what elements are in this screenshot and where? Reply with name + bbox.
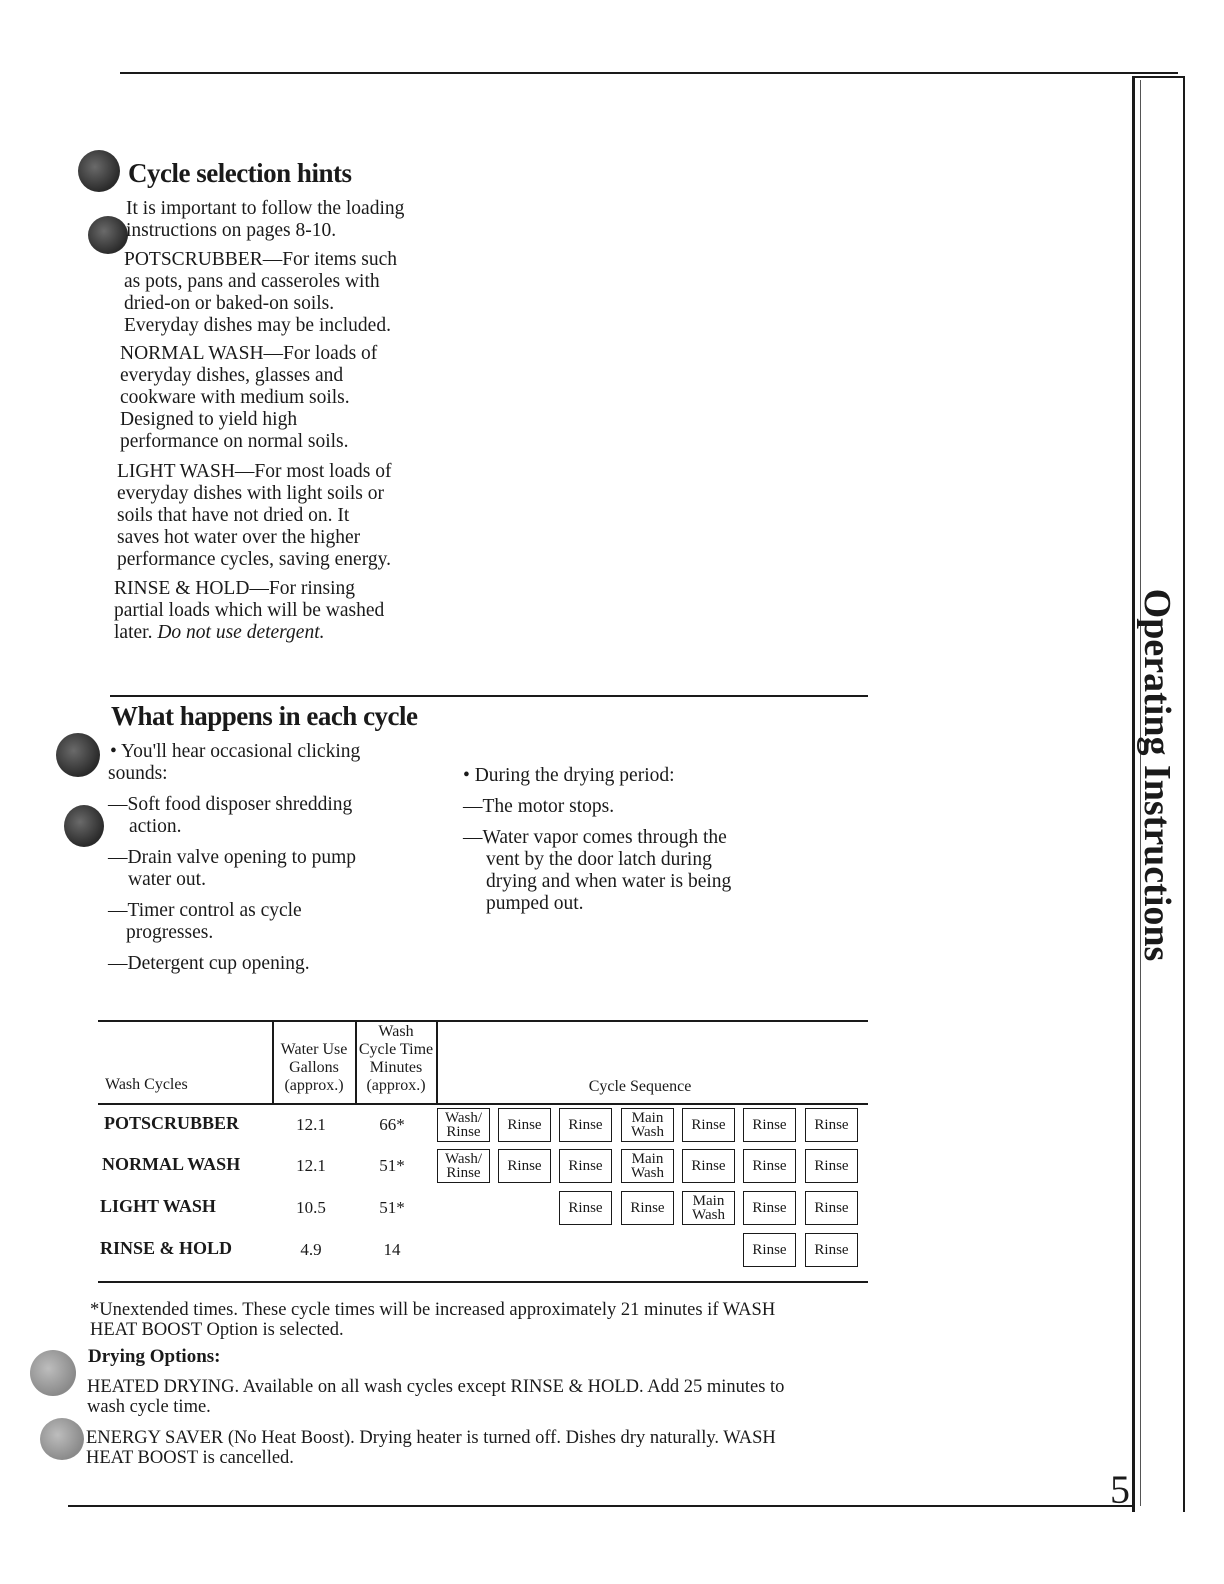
step-label-line: Rinse	[446, 1124, 481, 1140]
step-label-line: Rinse	[568, 1117, 603, 1133]
step-label-line: Rinse	[752, 1242, 787, 1258]
step-label	[814, 1118, 848, 1132]
sequence-step	[437, 1108, 490, 1142]
header-line: Cycle Time	[358, 1041, 434, 1058]
hole-mark-icon	[40, 1418, 84, 1460]
sequence-step	[559, 1191, 612, 1225]
step-label-line: Wash/	[444, 1151, 483, 1167]
header-wash-cycles: Wash Cycles	[105, 1076, 188, 1093]
hole-mark-icon	[88, 216, 128, 254]
step-label	[630, 1201, 664, 1215]
table-header-rule	[98, 1103, 868, 1105]
warning-text: Do not use detergent.	[157, 622, 325, 643]
text-line: instructions on pages 8-10.	[126, 220, 337, 241]
text-line: drying and when water is being	[486, 871, 732, 892]
energy-saver-option	[86, 1428, 776, 1468]
cycle-minutes: 51*	[379, 1198, 405, 1217]
sequence-step	[743, 1191, 796, 1225]
text-line: —Drain valve opening to pump	[108, 847, 357, 868]
text-line: everyday dishes, glasses and	[120, 365, 344, 386]
step-label-line: Wash/	[444, 1110, 483, 1126]
top-rule	[120, 72, 1178, 74]
step-label-line: Wash	[631, 1124, 664, 1140]
sequence-step	[743, 1108, 796, 1142]
text-line: performance on normal soils.	[120, 431, 349, 452]
text-line: cookware with medium soils.	[120, 387, 350, 408]
step-label	[692, 1194, 725, 1222]
step-label	[507, 1118, 541, 1132]
hole-mark-icon	[56, 733, 100, 777]
text-line: RINSE & HOLD—For rinsing	[114, 578, 356, 599]
page-number: 5	[1110, 1467, 1130, 1512]
hole-mark-icon	[78, 150, 120, 192]
text-line: LIGHT WASH—For most loads of	[117, 461, 392, 482]
cycle-hints-title: Cycle selection hints	[128, 158, 352, 188]
step-label-line: Rinse	[568, 1158, 603, 1174]
text-line: —Detergent cup opening.	[108, 953, 310, 974]
text-line: sounds:	[108, 763, 168, 784]
sequence-step	[498, 1149, 551, 1183]
text-line: progresses.	[126, 922, 214, 943]
text-line: HEAT BOOST Option is selected.	[90, 1320, 344, 1340]
sequence-step	[621, 1191, 674, 1225]
text-line: action.	[129, 816, 182, 837]
text-line: partial loads which will be washed	[114, 600, 385, 621]
text-line	[114, 622, 384, 644]
step-label-line: Rinse	[814, 1200, 849, 1216]
step-label	[568, 1118, 602, 1132]
header-cycle-time	[356, 1023, 436, 1095]
step-label-line: Rinse	[814, 1242, 849, 1258]
step-label	[691, 1118, 725, 1132]
step-label-line: Rinse	[568, 1200, 603, 1216]
step-label	[752, 1201, 786, 1215]
step-label-line: Rinse	[630, 1200, 665, 1216]
text-line: pumped out.	[486, 893, 584, 914]
section-rule	[110, 695, 868, 697]
step-label-line: Wash	[692, 1207, 725, 1223]
hole-mark-icon	[64, 805, 104, 847]
step-label-line: Main	[631, 1110, 664, 1126]
sequence-step	[805, 1108, 858, 1142]
text-line: —The motor stops.	[463, 796, 615, 817]
step-label-line: Rinse	[752, 1158, 787, 1174]
text-line: —Soft food disposer shredding	[108, 794, 353, 815]
text-line: *Unextended times. These cycle times will be increased approximately 21 minutes if WASH	[90, 1300, 776, 1320]
bottom-rule	[68, 1505, 1134, 1507]
text-line: Everyday dishes may be included.	[124, 315, 391, 336]
sequence-step	[498, 1108, 551, 1142]
text-line: soils that have not dried on. It	[117, 505, 350, 526]
header-line: Wash	[378, 1023, 414, 1040]
step-label	[691, 1159, 725, 1173]
text-line: HEAT BOOST is cancelled.	[86, 1448, 294, 1468]
text-line: dried-on or baked-on soils.	[124, 293, 335, 314]
step-label-line: Rinse	[446, 1165, 481, 1181]
normal-wash-hint	[120, 343, 377, 453]
header-cycle-sequence: Cycle Sequence	[588, 1078, 692, 1095]
cycle-name: POTSCRUBBER	[104, 1113, 240, 1133]
step-label	[814, 1243, 848, 1257]
sequence-step	[805, 1149, 858, 1183]
text-line: vent by the door latch during	[486, 849, 712, 870]
header-line: Minutes	[369, 1059, 423, 1076]
step-label	[568, 1159, 602, 1173]
table-bottom-rule	[98, 1281, 868, 1283]
sequence-step	[559, 1149, 612, 1183]
step-label-line: Rinse	[507, 1117, 542, 1133]
cycle-name: RINSE & HOLD	[100, 1238, 233, 1258]
text-line: —Timer control as cycle	[108, 900, 302, 921]
rinse-hold-hint	[114, 578, 384, 644]
sequence-step	[437, 1149, 490, 1183]
sequence-step	[682, 1191, 735, 1225]
what-happens-right	[463, 765, 731, 915]
water-gallons: 4.9	[300, 1240, 322, 1259]
text-line: • During the drying period:	[463, 765, 675, 786]
sequence-step	[621, 1108, 674, 1142]
sequence-step	[682, 1149, 735, 1183]
step-label-line: Rinse	[814, 1158, 849, 1174]
step-label-line: Main	[692, 1193, 725, 1209]
water-gallons: 12.1	[296, 1115, 326, 1134]
text-line: performance cycles, saving energy.	[117, 549, 391, 570]
step-label-line: Wash	[631, 1165, 664, 1181]
text-line: • You'll hear occasional clicking	[110, 741, 361, 762]
footnote	[90, 1300, 775, 1340]
text-line: wash cycle time.	[87, 1397, 211, 1417]
text-line: water out.	[128, 869, 206, 890]
text-line: Designed to yield high	[120, 409, 298, 430]
step-label	[752, 1159, 786, 1173]
drying-title: Drying Options:	[88, 1346, 221, 1367]
table-col-divider	[436, 1020, 438, 1104]
sequence-step	[805, 1233, 858, 1267]
step-label-line: Rinse	[507, 1158, 542, 1174]
step-label	[752, 1118, 786, 1132]
header-line: Gallons	[289, 1059, 339, 1076]
text-line: NORMAL WASH—For loads of	[120, 343, 378, 364]
step-label	[814, 1159, 848, 1173]
table-top-rule	[98, 1020, 868, 1022]
step-label-line: Main	[631, 1151, 664, 1167]
step-label	[445, 1111, 482, 1139]
header-line: (approx.)	[284, 1077, 344, 1094]
step-label	[631, 1111, 664, 1139]
text-line: HEATED DRYING. Available on all wash cycles except RINSE & HOLD. Add 25 minutes to	[87, 1377, 785, 1397]
cycle-minutes: 14	[383, 1240, 401, 1259]
header-line: (approx.)	[366, 1077, 426, 1094]
sequence-step	[805, 1191, 858, 1225]
what-happens-left	[108, 741, 360, 975]
header-line: Water Use	[280, 1041, 348, 1058]
text-line: saves hot water over the higher	[117, 527, 361, 548]
sequence-step	[559, 1108, 612, 1142]
sequence-step	[743, 1233, 796, 1267]
text-line: POTSCRUBBER—For items such	[124, 249, 398, 270]
step-label-line: Rinse	[814, 1117, 849, 1133]
step-label	[631, 1152, 664, 1180]
hole-mark-icon	[30, 1350, 76, 1396]
side-tab-label: Operating Instructions	[1136, 588, 1178, 962]
header-water-use	[274, 1041, 354, 1095]
heated-drying-option	[87, 1377, 784, 1417]
step-label	[814, 1201, 848, 1215]
sequence-step	[621, 1149, 674, 1183]
step-label	[507, 1159, 541, 1173]
cycle-name: NORMAL WASH	[102, 1154, 241, 1174]
step-label-line: Rinse	[691, 1158, 726, 1174]
step-label-line: Rinse	[752, 1200, 787, 1216]
text-line: as pots, pans and casseroles with	[124, 271, 380, 292]
water-gallons: 12.1	[296, 1156, 326, 1175]
step-label-line: Rinse	[691, 1117, 726, 1133]
potscrubber-hint	[124, 249, 397, 337]
sequence-step	[682, 1108, 735, 1142]
text-span: later.	[114, 622, 158, 643]
cycle-hints-intro	[126, 198, 404, 242]
sequence-step	[743, 1149, 796, 1183]
cycle-name: LIGHT WASH	[100, 1196, 216, 1216]
water-gallons: 10.5	[296, 1198, 326, 1217]
step-label-line: Rinse	[752, 1117, 787, 1133]
step-label	[752, 1243, 786, 1257]
cycle-minutes: 51*	[379, 1156, 405, 1175]
text-line: everyday dishes with light soils or	[117, 483, 385, 504]
text-line: It is important to follow the loading	[126, 198, 405, 219]
text-line: —Water vapor comes through the	[463, 827, 727, 848]
step-label	[568, 1201, 602, 1215]
text-line: ENERGY SAVER (No Heat Boost). Drying heater is turned off. Dishes dry naturally. WASH	[86, 1428, 776, 1448]
what-happens-title: What happens in each cycle	[111, 701, 418, 731]
light-wash-hint	[117, 461, 391, 571]
step-label	[445, 1152, 482, 1180]
cycle-minutes: 66*	[379, 1115, 405, 1134]
